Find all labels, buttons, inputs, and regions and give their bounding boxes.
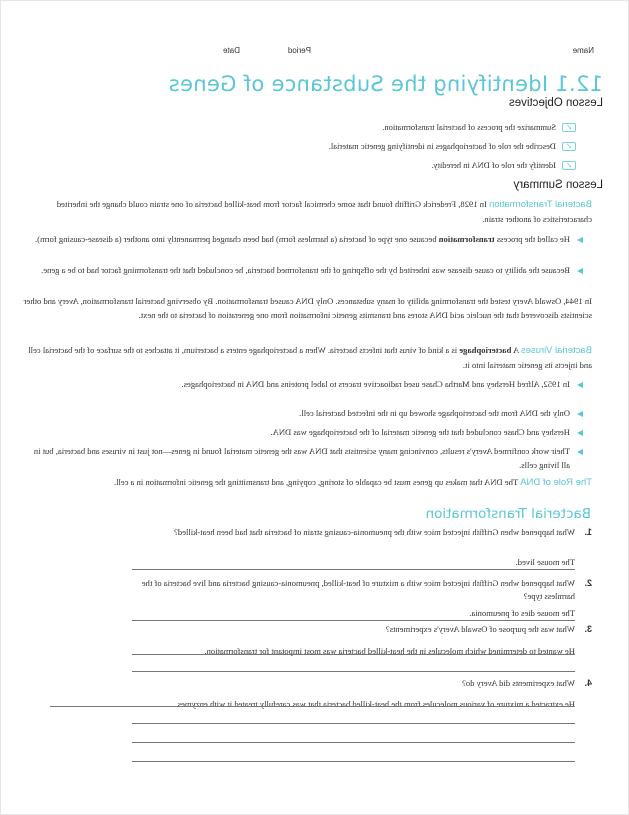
paragraph-text: The DNA that makes up genes must be capable of storing, copying, and transmitting the genetic information in a cell. [113, 477, 521, 487]
question-number: 3. [584, 624, 592, 634]
answer-line [132, 742, 575, 743]
objective-item: Summarize the process of bacterial transformation. [382, 122, 556, 132]
summary-bullet: Hershey and Chase concluded that the genetic material of the bacteriophage was DNA. [270, 427, 570, 437]
question-number: 1. [584, 527, 592, 537]
bacterial-transformation-lead: Bacterial Transformation [489, 199, 592, 210]
bacterial-transformation-text: In 1928, Frederick Griffith found that some chemical factor from heat-killed bacteria of one strain could change the inherited characteristics of another strain. [56, 199, 592, 224]
bullet-arrow-icon [577, 237, 583, 243]
objective-item: Identify the role of DNA in heredity. [431, 160, 556, 170]
answer-line [50, 706, 575, 707]
question-number: 2. [584, 578, 592, 588]
answer-line [132, 671, 575, 672]
bullet-text: He called the process [494, 234, 570, 244]
summary-bullet [25, 232, 570, 246]
page-title: 12.1 Identifying the Substance of Genes [168, 72, 603, 96]
answer-line [132, 654, 575, 655]
bullet-arrow-icon [577, 449, 583, 455]
answer-text[interactable]: He extracted a mixture of various molecules from the heat-killed bacteria that was carefully treated it with enzymes. [175, 699, 575, 709]
avery-paragraph: In 1944, Oswald Avery tested the transforming ability of many substances. Only DNA caused transformation. By observing bacterial transformation, Avery and other scientists discovered that the nucleic acid DNA stores and transmits genetic information from one generation of bacteria to the next. [23, 296, 592, 320]
question-text: What happened when Griffith injected mice with a mixture of heat-killed, pneumonia-causing bacteria and live bacteria of the harmless type? [141, 578, 575, 601]
objective-checkbox-icon: ✓ [562, 123, 576, 132]
period-label: Period [287, 46, 311, 55]
answer-text[interactable]: He wanted to determined which molecules in the heat-killed bacteria was most impotant for transformation. [204, 646, 575, 656]
bacterial-viruses-lead: Bacterial Viruses [520, 345, 592, 356]
lesson-objectives-heading: Lesson Objectives [509, 97, 603, 109]
bacterial-transformation-heading: Bacterial Transformation [425, 506, 591, 522]
objective-item: Describe the role of bacteriophages in identifying genetic material. [328, 141, 556, 151]
name-label: Name [572, 46, 594, 55]
objective-checkbox-icon: ✓ [562, 142, 576, 151]
summary-bullet: Because the ability to cause disease was inherited by the offspring of the transformed bacteria, he concluded that the transforming factor had to be a gene. [41, 265, 570, 275]
question-text: What was the purpose of Oswald Avery's experiments? [385, 624, 575, 634]
question-text: What experiments did Avery do? [462, 678, 575, 688]
bullet-bold-term: transformation [438, 234, 495, 244]
role-of-dna-lead: The Role of DNA [520, 477, 592, 488]
bullet-arrow-icon [577, 430, 583, 436]
answer-text[interactable]: The mouse dies of pneumonia. [469, 608, 575, 618]
summary-bullet: Their work confirmed Avery's results, convincing many scientists that DNA was the genetic material found in genes—not just in viruses and bacteria, but in all living cells. [33, 446, 570, 470]
answer-line [132, 761, 575, 762]
bullet-text: because one type of bacteria (a harmless form) had been changed permanently into another (a disease-causing form). [35, 234, 439, 244]
answer-text[interactable]: The mouse lived. [515, 557, 575, 567]
date-label: Date [223, 46, 240, 55]
bold-term: bacteriophage [459, 345, 512, 355]
objective-checkbox-icon: ✓ [562, 161, 576, 170]
question-number: 4. [584, 678, 592, 688]
paragraph-text: A [511, 345, 521, 355]
bullet-arrow-icon [577, 268, 583, 274]
paragraph-text: is a kind of virus that infects bacteria. When a bacteriophage enters a bacterium, it attaches to the surface of the bacterial cell and injects its genetic material into it. [28, 345, 592, 370]
answer-line [132, 723, 575, 724]
bullet-arrow-icon [577, 382, 583, 388]
bullet-arrow-icon [577, 411, 583, 417]
answer-line [132, 620, 575, 621]
bacterial-transformation-paragraph [22, 197, 592, 226]
summary-bullet: In 1952, Alfred Hershey and Martha Chase used radioactive tracers to label proteins and DNA in bacteriophages. [181, 379, 570, 389]
role-of-dna-paragraph [22, 475, 592, 490]
answer-line [132, 569, 575, 570]
bacterial-viruses-paragraph [22, 343, 592, 372]
lesson-summary-heading: Lesson Summary [513, 179, 603, 191]
summary-bullet: Only the DNA from the bacteriophage showed up in the infected bacterial cell. [299, 408, 570, 418]
question-text: What happened when Griffith injected mice with the pneumonia-causing strain of bacteria that had been heat-killed? [174, 527, 575, 537]
